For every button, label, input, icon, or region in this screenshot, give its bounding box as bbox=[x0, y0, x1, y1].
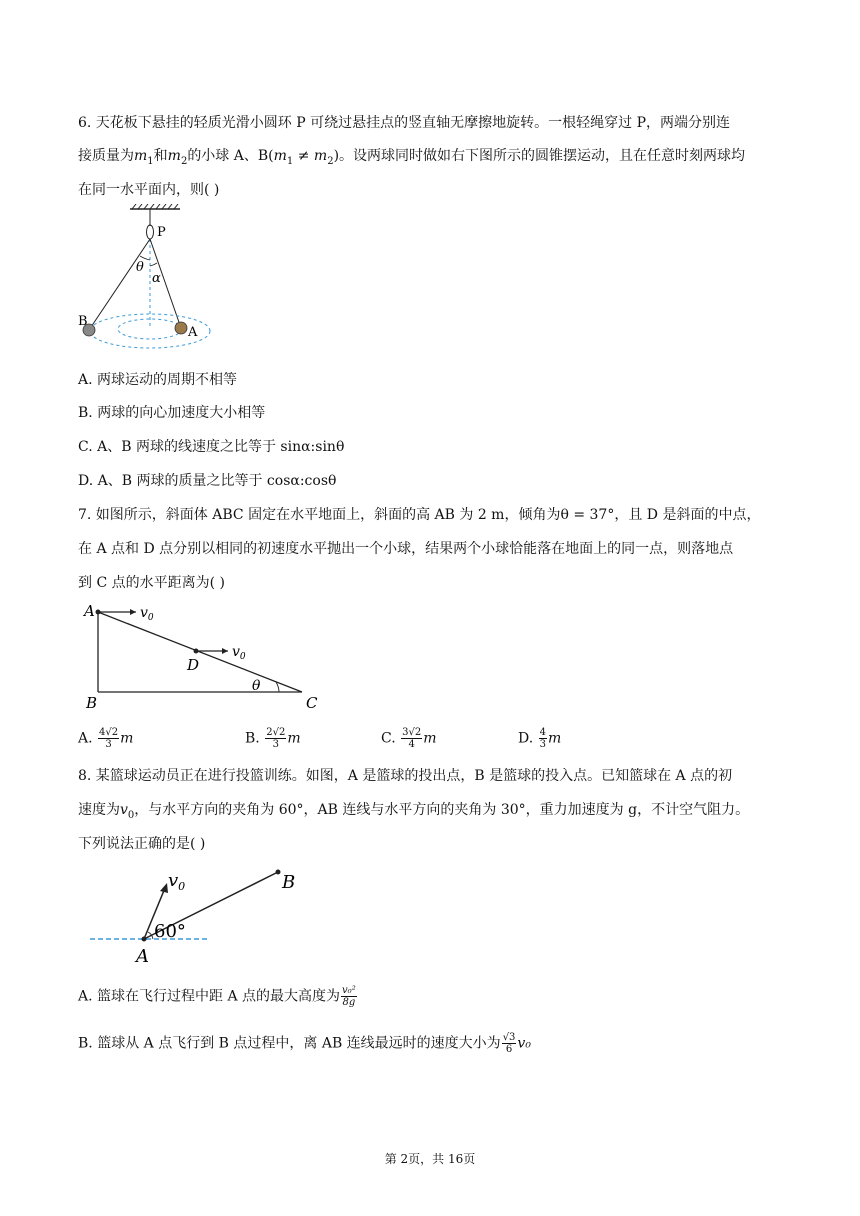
q6-text-b: 的小球 A、B( bbox=[187, 148, 274, 164]
q6-option-d: D. A、B 两球的质量之比等于 cosα:cosθ bbox=[78, 473, 337, 489]
page-footer: 第 2页，共 16页 bbox=[384, 1152, 476, 1166]
q8-option-a: A. 篮球在飞行过程中距 A 点的最大高度为 $\frac{\text{v₀²}}{8g}$ bbox=[78, 985, 356, 1008]
neq-sign: ≠ bbox=[293, 148, 314, 164]
q6-line-3: 在同一水平面内，则( ) bbox=[78, 182, 220, 198]
m1-symbol: m bbox=[134, 148, 148, 164]
label-c: C bbox=[306, 694, 318, 712]
basketball-figure bbox=[88, 862, 308, 970]
v0-sub: 0 bbox=[127, 809, 135, 821]
label-a: A bbox=[84, 602, 95, 620]
q6-option-c: C. A、B 两球的线速度之比等于 sinα:sinθ bbox=[78, 439, 345, 455]
m2-symbol: m bbox=[167, 148, 181, 164]
m1-sub-2: 1 bbox=[286, 155, 294, 167]
q7-option-b: B. $\frac{2√2}{3}$ m bbox=[245, 727, 301, 750]
m2-sub: 2 bbox=[180, 155, 188, 167]
m1-sub: 1 bbox=[147, 155, 154, 167]
q7-line-3: 到 C 点的水平距离为( ) bbox=[78, 575, 225, 591]
q7-option-c: C. $\frac{3√2}{4}$ m bbox=[381, 727, 437, 750]
q7-line-2: 在 A 点和 D 点分别以相同的初速度水平抛出一个小球，结果两个小球恰能落在地面上的同一点，则落地点 bbox=[78, 541, 734, 557]
m1-symbol-2: m bbox=[273, 148, 287, 164]
label-v0-a: $v_0$ bbox=[140, 605, 154, 623]
label-b: B bbox=[78, 314, 88, 329]
q6-text-a: 接质量为 bbox=[78, 148, 134, 164]
label-d: D bbox=[187, 656, 200, 674]
label-angle: 60° bbox=[154, 921, 186, 942]
q6-line-2 bbox=[78, 146, 745, 172]
v0-symbol: v bbox=[120, 802, 128, 818]
label-p: P bbox=[157, 225, 166, 240]
label-v0: $v_0$ bbox=[168, 870, 186, 893]
q8-line-3: 下列说法正确的是( ) bbox=[78, 836, 206, 852]
incline-figure bbox=[78, 598, 328, 713]
q7-line-1: 7. 如图所示，斜面体 ABC 固定在水平地面上，斜面的高 AB 为 2 m，倾角为θ = 37°，且 D 是斜面的中点， bbox=[78, 507, 761, 523]
m2-symbol-2: m bbox=[313, 148, 328, 164]
q6-option-a: A. 两球运动的周期不相等 bbox=[78, 372, 238, 388]
label-theta: θ bbox=[252, 678, 261, 694]
q6-and: 和 bbox=[153, 148, 168, 164]
q6-text-c: )。设两球同时做如右下图所示的圆锥摆运动，且在任意时刻两球均 bbox=[333, 148, 746, 164]
label-a: A bbox=[136, 946, 149, 967]
label-a: A bbox=[188, 325, 198, 340]
label-b: B bbox=[86, 694, 98, 712]
label-theta: θ bbox=[136, 260, 144, 275]
q8-text-a: 速度为 bbox=[78, 802, 120, 818]
q6-option-b: B. 两球的向心加速度大小相等 bbox=[78, 405, 266, 421]
q8-option-b: B. 篮球从 A 点飞行到 B 点过程中，离 AB 连线最远时的速度大小为 $\frac{√3}{6}$ v₀ bbox=[78, 1032, 531, 1055]
q8-text-b: ，与水平方向的夹角为 60°，AB 连线与水平方向的夹角为 30°，重力加速度为 g，不计空气阻力。 bbox=[134, 802, 750, 818]
q7-option-d: D. $\frac{4}{3}$ m bbox=[518, 727, 562, 750]
q6-line-1: 6. 天花板下悬挂的轻质光滑小圆环 P 可绕过悬挂点的竖直轴无摩擦地旋转。一根轻绳穿过 P，两端分别连 bbox=[78, 115, 730, 131]
conical-pendulum-figure bbox=[78, 204, 228, 364]
label-v0-d: $v_0$ bbox=[232, 644, 246, 662]
m2-sub-2: 2 bbox=[327, 155, 334, 167]
q7-option-a: A. $\frac{4√2}{3}$ m bbox=[78, 727, 134, 750]
q8-line-2 bbox=[78, 800, 749, 826]
q8-line-1: 8. 某篮球运动员正在进行投篮训练。如图，A 是篮球的投出点，B 是篮球的投入点。已知篮球在 A 点的初 bbox=[78, 768, 733, 784]
label-alpha: α bbox=[152, 271, 161, 286]
label-b: B bbox=[282, 872, 296, 893]
